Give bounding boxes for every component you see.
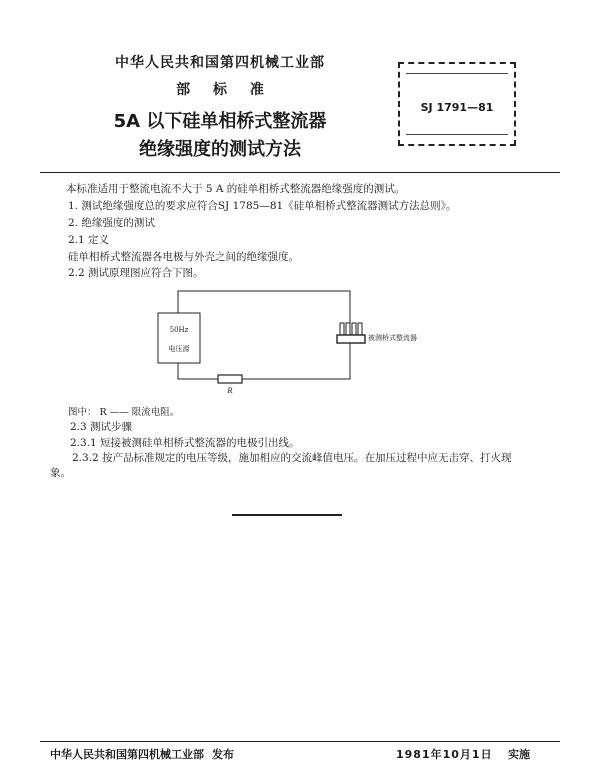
voltage-source-box xyxy=(158,313,200,363)
rectifier-device-symbol xyxy=(337,323,365,343)
current-limit-resistor xyxy=(218,375,242,383)
document-title-line2: 绝缘强度的测试方法 xyxy=(139,139,301,160)
footer-rule xyxy=(40,741,560,742)
circuit-wire-bottom-left xyxy=(178,363,218,379)
clause-2: 2. 绝缘强度的测试 xyxy=(68,217,155,229)
end-of-text-rule xyxy=(232,514,342,516)
source-label-frequency: 50Hz xyxy=(169,326,189,334)
figure-note: 图中： R —— 限流电阻。 xyxy=(68,407,180,418)
device-label: 被测桥式整流器 xyxy=(368,334,417,342)
footer-publisher: 中华人民共和国第四机械工业部 xyxy=(50,748,204,761)
intro-paragraph: 本标准适用于整流电流不大于 5 A 的硅单相桥式整流器绝缘强度的测试。 xyxy=(66,183,406,195)
source-label-name: 电压源 xyxy=(168,345,190,353)
footer-publish-label: 发布 xyxy=(212,748,234,761)
clause-2-3-2-continued: 象。 xyxy=(50,467,71,479)
clause-2-3-2: 2.3.2 按产品标准规定的电压等级，施加相应的交流峰值电压。在加压过程中应无击穿、打火现 xyxy=(72,452,512,464)
ministry-name: 中华人民共和国第四机械工业部 xyxy=(115,55,325,71)
test-circuit-diagram xyxy=(150,285,450,395)
clause-1: 1. 测试绝缘强度总的要求应符合SJ 1785—81《硅单相桥式整流器测试方法总则》。 xyxy=(68,200,457,212)
resistor-label: R xyxy=(227,387,233,395)
standard-type: 部 标 准 xyxy=(176,82,264,98)
footer-effective-date: 1981年10月1日 xyxy=(396,748,493,761)
clause-2-3-1: 2.3.1 短接被测硅单相桥式整流器的电极引出线。 xyxy=(70,437,300,449)
clause-2-1-heading: 2.1 定义 xyxy=(68,234,110,246)
header-rule xyxy=(40,172,560,173)
circuit-wire-bottom-right xyxy=(242,343,350,379)
clause-2-1-text: 硅单相桥式整流器各电极与外壳之间的绝缘强度。 xyxy=(68,251,299,263)
standard-code-box xyxy=(398,62,516,146)
clause-2-3: 2.3 测试步骤 xyxy=(70,421,133,433)
document-title-line1: 5A 以下硅单相桥式整流器 xyxy=(113,111,327,132)
standard-code-frame xyxy=(406,73,508,135)
clause-2-2: 2.2 测试原理图应符合下图。 xyxy=(68,267,204,279)
standard-code: SJ 1791—81 xyxy=(420,101,494,114)
footer-effective-label: 实施 xyxy=(508,748,530,761)
circuit-wire-top xyxy=(178,291,350,327)
